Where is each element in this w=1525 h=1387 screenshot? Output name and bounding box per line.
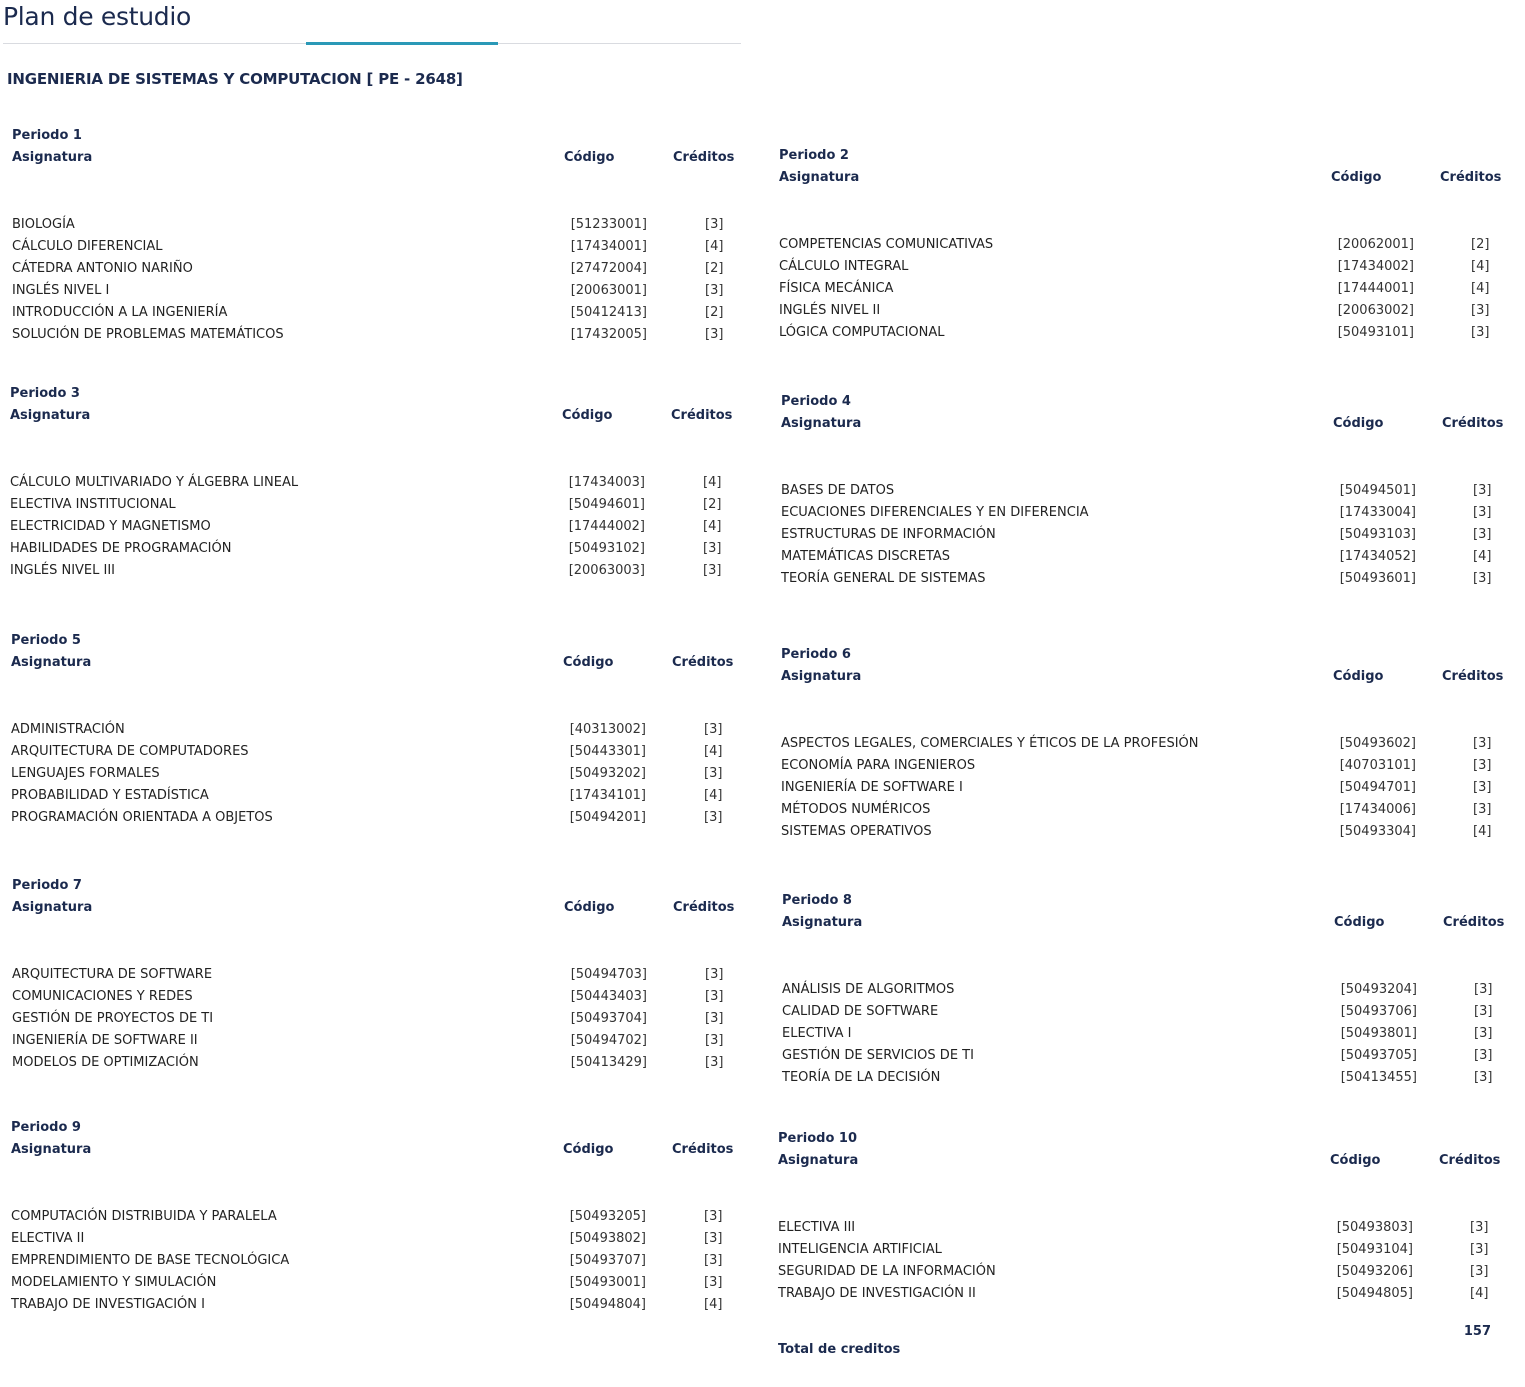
course-name: GESTIÓN DE SERVICIOS DE TI [782, 1048, 974, 1063]
course-code: [20063003] [568, 563, 645, 578]
course-code: [50493705] [1340, 1048, 1417, 1063]
period-title: Periodo 9 [11, 1120, 81, 1135]
period-title: Periodo 8 [782, 893, 852, 908]
course-name: SISTEMAS OPERATIVOS [781, 824, 932, 839]
course-credits: [3] [704, 1231, 723, 1246]
course-code: [51233001] [570, 217, 647, 232]
course-code: [40313002] [569, 722, 646, 737]
course-name: TEORÍA GENERAL DE SISTEMAS [781, 571, 986, 586]
course-name: FÍSICA MECÁNICA [779, 281, 894, 296]
course-name: TEORÍA DE LA DECISIÓN [782, 1070, 941, 1085]
column-header-credits: Créditos [1442, 416, 1504, 431]
course-code: [50443403] [570, 989, 647, 1004]
column-header-code: Código [564, 150, 615, 165]
course-credits: [3] [1473, 483, 1492, 498]
course-code: [50494805] [1336, 1286, 1413, 1301]
course-credits: [3] [1473, 802, 1492, 817]
period-title: Periodo 7 [12, 878, 82, 893]
course-name: BASES DE DATOS [781, 483, 895, 498]
course-credits: [4] [1471, 259, 1490, 274]
column-header-credits: Créditos [673, 900, 735, 915]
course-credits: [3] [704, 766, 723, 781]
course-credits: [3] [705, 1011, 724, 1026]
course-credits: [4] [705, 239, 724, 254]
course-name: COMUNICACIONES Y REDES [12, 989, 193, 1004]
course-credits: [2] [1471, 237, 1490, 252]
course-credits: [3] [705, 217, 724, 232]
course-code: [50412413] [570, 305, 647, 320]
course-name: INGLÉS NIVEL III [10, 563, 116, 578]
course-code: [50413429] [570, 1055, 647, 1070]
course-credits: [4] [1473, 549, 1492, 564]
course-code: [50493802] [569, 1231, 646, 1246]
course-name: TRABAJO DE INVESTIGACIÓN II [778, 1286, 976, 1301]
course-name: CÁLCULO MULTIVARIADO Y ÁLGEBRA LINEAL [10, 475, 299, 490]
course-credits: [3] [1473, 527, 1492, 542]
course-name: ARQUITECTURA DE COMPUTADORES [11, 744, 249, 759]
course-name: INGLÉS NIVEL I [12, 283, 110, 298]
column-header-subject: Asignatura [781, 669, 862, 684]
column-header-code: Código [1330, 1153, 1381, 1168]
course-code: [17444001] [1337, 281, 1414, 296]
course-credits: [3] [1473, 571, 1492, 586]
course-code: [50493102] [568, 541, 645, 556]
course-code: [50494804] [569, 1297, 646, 1312]
course-name: PROGRAMACIÓN ORIENTADA A OBJETOS [11, 810, 273, 825]
course-code: [50493205] [569, 1209, 646, 1224]
course-credits: [3] [1474, 1048, 1493, 1063]
course-name: ECONOMÍA PARA INGENIEROS [781, 758, 976, 773]
column-header-code: Código [1334, 915, 1385, 930]
course-credits: [3] [1470, 1264, 1489, 1279]
period-title: Periodo 4 [781, 394, 851, 409]
course-name: ARQUITECTURA DE SOFTWARE [12, 967, 213, 982]
course-code: [17434001] [570, 239, 647, 254]
course-credits: [3] [1474, 982, 1493, 997]
course-name: BIOLOGÍA [12, 217, 75, 232]
course-code: [50494601] [568, 497, 645, 512]
course-name: LENGUAJES FORMALES [11, 766, 160, 781]
course-code: [50494201] [569, 810, 646, 825]
course-code: [20063001] [570, 283, 647, 298]
course-name: ECUACIONES DIFERENCIALES Y EN DIFERENCIA [781, 505, 1089, 520]
course-credits: [3] [1471, 303, 1490, 318]
course-credits: [4] [1470, 1286, 1489, 1301]
course-code: [17434006] [1339, 802, 1416, 817]
period-title: Periodo 2 [779, 148, 849, 163]
course-credits: [4] [1473, 824, 1492, 839]
course-credits: [3] [1473, 736, 1492, 751]
course-code: [27472004] [570, 261, 647, 276]
course-name: ANÁLISIS DE ALGORITMOS [782, 982, 955, 997]
period-title: Periodo 10 [778, 1131, 857, 1146]
course-code: [50493707] [569, 1253, 646, 1268]
course-credits: [3] [1474, 1026, 1493, 1041]
course-code: [17434003] [568, 475, 645, 490]
course-credits: [4] [704, 788, 723, 803]
course-name: ELECTIVA INSTITUCIONAL [10, 497, 176, 512]
course-credits: [4] [703, 519, 722, 534]
course-credits: [3] [704, 722, 723, 737]
course-code: [50493202] [569, 766, 646, 781]
course-code: [17433004] [1339, 505, 1416, 520]
course-code: [50493706] [1340, 1004, 1417, 1019]
course-code: [50413455] [1340, 1070, 1417, 1085]
course-code: [20063002] [1337, 303, 1414, 318]
course-credits: [3] [1471, 325, 1490, 340]
course-name: MODELOS DE OPTIMIZACIÓN [12, 1055, 199, 1070]
course-credits: [3] [705, 283, 724, 298]
course-credits: [3] [1473, 758, 1492, 773]
course-name: ELECTIVA II [11, 1231, 85, 1246]
course-credits: [3] [705, 1033, 724, 1048]
column-header-credits: Créditos [672, 655, 734, 670]
course-name: ELECTIVA III [778, 1220, 856, 1235]
course-code: [50493704] [570, 1011, 647, 1026]
course-code: [50493601] [1339, 571, 1416, 586]
course-credits: [4] [1471, 281, 1490, 296]
course-code: [50493803] [1336, 1220, 1413, 1235]
course-code: [50494701] [1339, 780, 1416, 795]
course-code: [17444002] [568, 519, 645, 534]
course-name: ADMINISTRACIÓN [11, 722, 125, 737]
course-name: INTRODUCCIÓN A LA INGENIERÍA [12, 305, 228, 320]
column-header-code: Código [562, 408, 613, 423]
course-name: COMPUTACIÓN DISTRIBUIDA Y PARALELA [11, 1209, 277, 1224]
course-name: INGLÉS NIVEL II [779, 303, 881, 318]
column-header-code: Código [1333, 416, 1384, 431]
column-header-credits: Créditos [1440, 170, 1502, 185]
course-code: [50493602] [1339, 736, 1416, 751]
course-code: [50494702] [570, 1033, 647, 1048]
column-header-subject: Asignatura [778, 1153, 859, 1168]
course-code: [50493206] [1336, 1264, 1413, 1279]
course-name: HABILIDADES DE PROGRAMACIÓN [10, 541, 232, 556]
column-header-code: Código [1331, 170, 1382, 185]
course-credits: [3] [1473, 780, 1492, 795]
column-header-credits: Créditos [673, 150, 735, 165]
course-credits: [3] [704, 1209, 723, 1224]
total-credits-label: Total de creditos [778, 1342, 901, 1357]
course-name: ASPECTOS LEGALES, COMERCIALES Y ÉTICOS DE LA PROFESIÓN [781, 736, 1199, 751]
column-header-subject: Asignatura [782, 915, 863, 930]
course-name: SEGURIDAD DE LA INFORMACIÓN [778, 1264, 996, 1279]
column-header-subject: Asignatura [781, 416, 862, 431]
column-header-subject: Asignatura [12, 150, 93, 165]
course-code: [17434101] [569, 788, 646, 803]
column-header-credits: Créditos [1442, 669, 1504, 684]
course-code: [17434052] [1339, 549, 1416, 564]
course-name: CÁTEDRA ANTONIO NARIÑO [12, 261, 193, 276]
course-name: INGENIERÍA DE SOFTWARE I [781, 780, 963, 795]
course-name: ELECTIVA I [782, 1026, 852, 1041]
course-name: MODELAMIENTO Y SIMULACIÓN [11, 1275, 217, 1290]
active-tab-indicator [306, 42, 498, 45]
course-code: [17434002] [1337, 259, 1414, 274]
course-name: EMPRENDIMIENTO DE BASE TECNOLÓGICA [11, 1253, 290, 1268]
column-header-subject: Asignatura [11, 1142, 92, 1157]
period-title: Periodo 6 [781, 647, 851, 662]
course-credits: [3] [1473, 505, 1492, 520]
course-credits: [3] [703, 541, 722, 556]
course-code: [50443301] [569, 744, 646, 759]
course-credits: [3] [705, 1055, 724, 1070]
period-title: Periodo 1 [12, 128, 82, 143]
column-header-subject: Asignatura [779, 170, 860, 185]
column-header-credits: Créditos [1439, 1153, 1501, 1168]
column-header-subject: Asignatura [10, 408, 91, 423]
course-name: LÓGICA COMPUTACIONAL [779, 325, 945, 340]
course-name: CÁLCULO DIFERENCIAL [12, 239, 163, 254]
course-code: [50493101] [1337, 325, 1414, 340]
course-credits: [4] [704, 744, 723, 759]
course-code: [40703101] [1339, 758, 1416, 773]
course-name: GESTIÓN DE PROYECTOS DE TI [12, 1011, 214, 1026]
period-title: Periodo 3 [10, 386, 80, 401]
course-code: [20062001] [1337, 237, 1414, 252]
period-title: Periodo 5 [11, 633, 81, 648]
course-name: INGENIERÍA DE SOFTWARE II [12, 1033, 198, 1048]
column-header-code: Código [563, 655, 614, 670]
course-credits: [4] [703, 475, 722, 490]
column-header-credits: Créditos [671, 408, 733, 423]
column-header-credits: Créditos [672, 1142, 734, 1157]
course-name: ELECTRICIDAD Y MAGNETISMO [10, 519, 211, 534]
course-name: ESTRUCTURAS DE INFORMACIÓN [781, 527, 996, 542]
course-credits: [4] [704, 1297, 723, 1312]
course-name: TRABAJO DE INVESTIGACIÓN I [11, 1297, 205, 1312]
course-name: INTELIGENCIA ARTIFICIAL [778, 1242, 942, 1257]
course-credits: [3] [1470, 1220, 1489, 1235]
course-code: [50493001] [569, 1275, 646, 1290]
course-credits: [2] [705, 305, 724, 320]
course-name: MATEMÁTICAS DISCRETAS [781, 549, 950, 564]
column-header-code: Código [564, 900, 615, 915]
course-credits: [3] [704, 1253, 723, 1268]
course-code: [50494501] [1339, 483, 1416, 498]
course-credits: [3] [1474, 1004, 1493, 1019]
course-credits: [3] [1470, 1242, 1489, 1257]
course-credits: [3] [704, 810, 723, 825]
course-credits: [2] [705, 261, 724, 276]
column-header-subject: Asignatura [11, 655, 92, 670]
course-credits: [3] [1474, 1070, 1493, 1085]
course-name: MÉTODOS NUMÉRICOS [781, 802, 931, 817]
column-header-credits: Créditos [1443, 915, 1505, 930]
total-credits-value: 157 [1463, 1324, 1491, 1339]
course-code: [50493304] [1339, 824, 1416, 839]
course-credits: [3] [705, 967, 724, 982]
course-code: [50493104] [1336, 1242, 1413, 1257]
course-credits: [3] [704, 1275, 723, 1290]
course-credits: [3] [705, 989, 724, 1004]
course-code: [50493204] [1340, 982, 1417, 997]
column-header-code: Código [563, 1142, 614, 1157]
course-credits: [2] [703, 497, 722, 512]
course-name: PROBABILIDAD Y ESTADÍSTICA [11, 788, 209, 803]
course-name: CÁLCULO INTEGRAL [779, 259, 909, 274]
course-code: [17432005] [570, 327, 647, 342]
course-credits: [3] [705, 327, 724, 342]
program-title: INGENIERIA DE SISTEMAS Y COMPUTACION [ PE - 2648] [7, 70, 463, 88]
column-header-subject: Asignatura [12, 900, 93, 915]
column-header-code: Código [1333, 669, 1384, 684]
course-name: SOLUCIÓN DE PROBLEMAS MATEMÁTICOS [12, 327, 284, 342]
course-credits: [3] [703, 563, 722, 578]
course-code: [50494703] [570, 967, 647, 982]
page-title: Plan de estudio [3, 2, 191, 31]
course-name: CALIDAD DE SOFTWARE [782, 1004, 939, 1019]
course-code: [50493801] [1340, 1026, 1417, 1041]
course-name: COMPETENCIAS COMUNICATIVAS [779, 237, 994, 252]
course-code: [50493103] [1339, 527, 1416, 542]
